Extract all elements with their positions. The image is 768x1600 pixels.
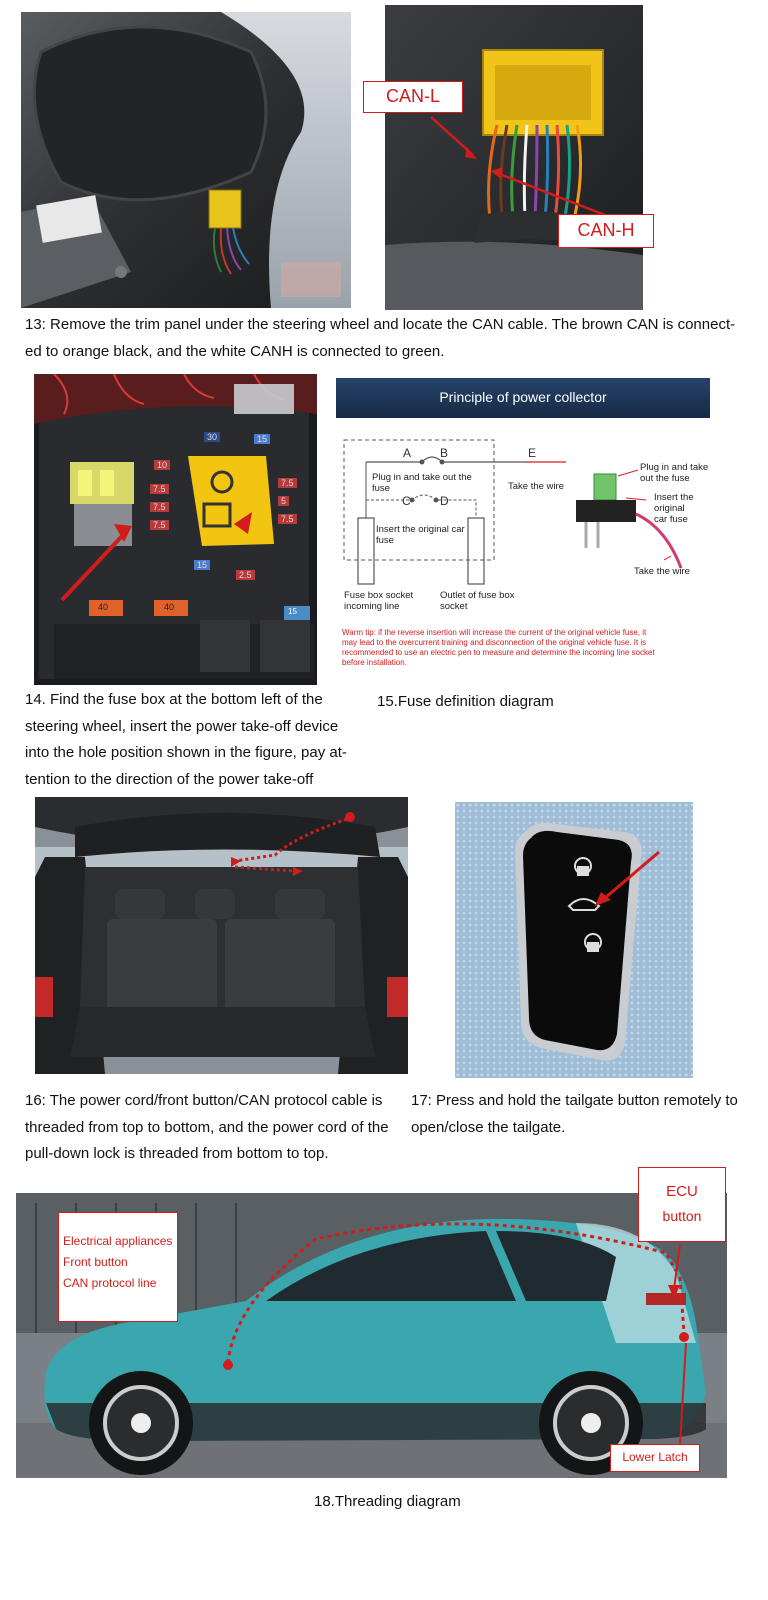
- fuse-label: 7.5: [150, 520, 169, 530]
- diagram-header: [336, 378, 710, 418]
- plug-label: [372, 472, 472, 494]
- plug-label-line: Plug in and take out the: [372, 472, 472, 483]
- callout-ecu: [638, 1167, 726, 1242]
- callout-line: Front button: [63, 1255, 128, 1269]
- fuse-label: 5: [278, 496, 289, 506]
- right-plug-label: [640, 462, 708, 484]
- fuse-label: 7.5: [278, 478, 297, 488]
- callout-can-h: [558, 214, 654, 248]
- fuse-label: 7.5: [150, 484, 169, 494]
- callout-can-l-text: CAN-L: [385, 86, 440, 106]
- car-key-photo: [455, 802, 693, 1078]
- step18-caption: 18.Threading diagram: [314, 1493, 461, 1510]
- caption-line: steering wheel, insert the power take-off device: [25, 717, 339, 735]
- callout-electrical: [58, 1212, 178, 1322]
- caption-line: pull-down lock is threaded from bottom to top.: [25, 1145, 329, 1162]
- callout-lower-latch: [610, 1444, 700, 1472]
- caption-line: open/close the tailgate.: [411, 1118, 566, 1136]
- step13-caption: [25, 312, 745, 365]
- steering-column-photo: [21, 12, 351, 308]
- warm-tip-line: before installation.: [342, 658, 407, 667]
- callout-ecu-title: ECU: [666, 1183, 698, 1200]
- socket-out-label: [440, 590, 514, 612]
- letter-b: B: [440, 446, 449, 460]
- socket-in-label: [344, 590, 413, 612]
- letter-c: C: [402, 494, 411, 508]
- callout-ecu-sub: button: [662, 1208, 702, 1224]
- callout-line: CAN protocol line: [63, 1276, 157, 1290]
- step14-caption: [25, 687, 365, 793]
- fuse-label: 7.5: [150, 502, 169, 512]
- diagram-header-text: Principle of power collector: [439, 389, 607, 405]
- caption-line: 14. Find the fuse box at the bottom left of the: [25, 691, 323, 708]
- socket-in-line: incoming line: [344, 601, 400, 612]
- fuse-label: 7.5: [278, 514, 297, 524]
- fuse-label: 15: [288, 607, 297, 616]
- step16-caption: [25, 1088, 400, 1168]
- caption-line: into the hole position shown in the figure, pay at-: [25, 744, 347, 761]
- socket-in-line: Fuse box socket: [344, 590, 414, 601]
- caption-line: 17: Press and hold the tailgate button remotely to: [411, 1092, 738, 1109]
- callout-can-h-text: CAN-H: [577, 220, 635, 240]
- fuse-label: 10: [154, 460, 170, 470]
- caption-line: ed to orange black, and the white CANH is connected to green.: [25, 342, 445, 360]
- callout-line: Electrical appliances: [63, 1234, 173, 1248]
- right-insert-line: Insert the original: [654, 492, 694, 514]
- car-trunk-photo: [35, 797, 408, 1074]
- fuse-label: 15: [254, 434, 270, 444]
- take-wire-left: Take the wire: [508, 481, 564, 492]
- caption-line: 13: Remove the trim panel under the steering wheel and locate the CAN cable. The brown CAN is connect-: [25, 316, 736, 333]
- fuse-label: 40: [98, 602, 109, 612]
- step17-caption: [411, 1088, 751, 1141]
- fuse-label: 2.5: [236, 570, 255, 580]
- right-wire-label: Take the wire: [634, 566, 690, 577]
- warm-tip: [342, 628, 710, 668]
- right-insert-line: car fuse: [654, 514, 688, 525]
- right-plug-line: Plug in and take: [640, 462, 709, 473]
- can-connector-photo: [385, 5, 643, 310]
- fuse-label: 30: [204, 432, 220, 442]
- warm-tip-line: may lead to the overcurrent training and disconnection of the original vehicle fuse. It is: [342, 638, 647, 647]
- plug-label-line: fuse: [372, 483, 390, 494]
- letter-e: E: [528, 446, 537, 460]
- right-insert-label: [654, 492, 711, 525]
- caption-line: 16: The power cord/front button/CAN protocol cable is: [25, 1092, 383, 1109]
- fuse-label: 40: [164, 602, 175, 612]
- callout-lower-latch-text: Lower Latch: [622, 1450, 688, 1464]
- fuse-diagram: [336, 378, 711, 678]
- insert-label-line: Insert the original car: [376, 524, 465, 535]
- caption-line: tention to the direction of the power take-off: [25, 770, 314, 788]
- letter-a: A: [403, 446, 412, 460]
- warm-tip-line: recommended to use an electric pen to measure and determine the incoming line socket: [342, 648, 655, 657]
- insert-label-line: fuse: [376, 535, 394, 546]
- socket-out-line: socket: [440, 601, 468, 612]
- warm-tip-line: Warm tip: if the reverse insertion will increase the current of the original vehicle fuse, it: [342, 628, 647, 637]
- caption-line: threaded from top to bottom, and the power cord of the: [25, 1118, 389, 1136]
- step15-caption: 15.Fuse definition diagram: [377, 693, 554, 710]
- letter-d: D: [440, 494, 449, 508]
- fuse-box-photo: [34, 374, 317, 685]
- socket-out-line: Outlet of fuse box: [440, 590, 515, 601]
- fuse-label: 15: [194, 560, 210, 570]
- right-plug-line: out the fuse: [640, 473, 690, 484]
- callout-can-l: [363, 81, 463, 113]
- insert-label: [376, 524, 465, 546]
